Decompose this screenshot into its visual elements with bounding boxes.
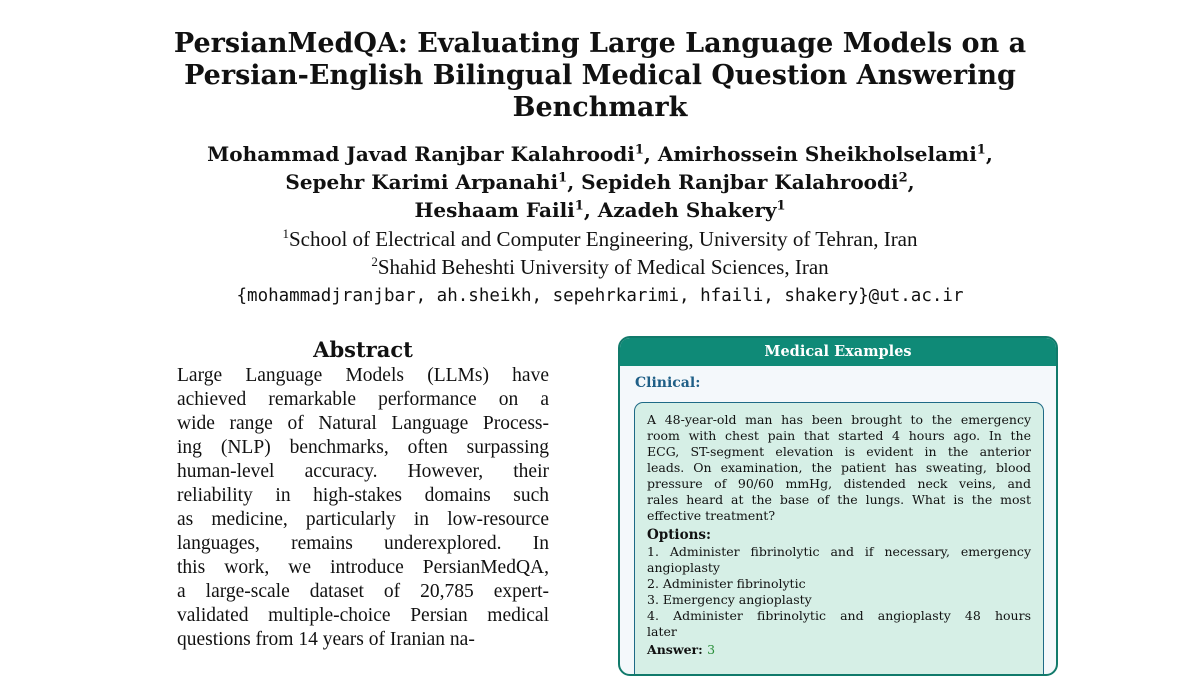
abstract-line: as medicine, particularly in low-resource	[177, 509, 549, 530]
abstract-line: achieved remarkable performance on a	[177, 389, 549, 410]
affiliation-mark: 2	[898, 170, 908, 186]
abstract-body	[177, 364, 549, 652]
author-emails: {mohammadjranjbar, ah.sheikh, sepehrkarimi, hfaili, shakery}@ut.ac.ir	[236, 286, 964, 306]
question-line: room with chest pain that started 4 hours ago. In the	[647, 428, 1031, 443]
abstract-line: Large Language Models (LLMs) have	[177, 365, 549, 386]
abstract-line: this work, we introduce PersianMedQA,	[177, 557, 549, 578]
affiliation-mark: 1	[558, 170, 568, 186]
title-line: PersianMedQA: Evaluating Large Language Models on a	[173, 28, 1027, 59]
title-line: Persian-English Bilingual Medical Question Answering	[184, 60, 1016, 91]
options-heading: Options:	[647, 527, 711, 543]
abstract-line: human-level accuracy. However, their	[177, 461, 549, 482]
paper-title	[150, 28, 1050, 124]
option-line: 3. Emergency angioplasty	[647, 592, 812, 607]
clinical-example-card	[634, 402, 1044, 676]
abstract-heading: Abstract	[313, 337, 413, 362]
option-line: later	[647, 624, 677, 639]
affiliation-mark: 1	[574, 198, 584, 214]
author-name: Sepehr Karimi Arpanahi	[285, 170, 559, 194]
affiliation-mark: 1	[776, 198, 786, 214]
abstract-line: languages, remains underexplored. In	[177, 533, 549, 554]
affiliation-mark: 1	[976, 142, 986, 158]
author-name: Amirhossein Sheikholselami	[657, 142, 977, 166]
question-line: rales heard at the base of the lungs. What is the most	[647, 492, 1031, 507]
affiliation-mark: 2	[371, 254, 378, 269]
medical-examples-header: Medical Examples	[620, 338, 1056, 366]
question-line: A 48-year-old man has been brought to the emergency	[647, 412, 1031, 427]
option-line: 1. Administer fibrinolytic and if necessary, emergency	[647, 544, 1031, 559]
author-name: Sepideh Ranjbar Kalahroodi	[581, 170, 899, 194]
answer-label: Answer:	[647, 642, 703, 657]
author-name: Mohammad Javad Ranjbar Kalahroodi	[207, 142, 635, 166]
abstract-line: questions from 14 years of Iranian na-	[177, 629, 475, 650]
author-name: Heshaam Faili	[414, 198, 575, 222]
abstract-line: validated multiple-choice Persian medical	[177, 605, 549, 626]
question-line: effective treatment?	[647, 508, 776, 523]
question-line: ECG, ST-segment elevation is evident in the anterior	[647, 444, 1031, 459]
medical-examples-box	[618, 336, 1058, 676]
abstract-line: reliability in high-stakes domains such	[177, 485, 549, 506]
abstract-line: ing (NLP) benchmarks, often surpassing	[177, 437, 549, 458]
author-list: Mohammad Javad Ranjbar Kalahroodi$^1$, Amirhossein Sheikholselami$^1$, Sepehr Karimi Arpanahi$^1$, Sepideh Ranjbar Kalahroodi$^2$, Heshaam Faili$^1$, Azadeh Shakery$^1$	[207, 142, 993, 222]
title-line: Benchmark	[512, 92, 688, 123]
affiliation-2	[150, 253, 1050, 281]
answer-value: 3	[707, 642, 716, 657]
option-line: 4. Administer fibrinolytic and angioplasty 48 hours	[647, 608, 1031, 623]
clinical-section-label: Clinical:	[635, 375, 701, 391]
affiliation-text: Shahid Beheshti University of Medical Sciences, Iran	[377, 255, 829, 279]
option-line: 2. Administer fibrinolytic	[647, 576, 806, 591]
affiliation-mark: 1	[282, 226, 289, 241]
question-line: leads. On examination, the patient has sweating, blood	[647, 460, 1031, 475]
option-line: angioplasty	[647, 560, 720, 575]
abstract-line: wide range of Natural Language Process-	[177, 413, 549, 434]
affiliation-1	[150, 225, 1050, 253]
affiliation-mark: 1	[634, 142, 644, 158]
answer-row	[647, 642, 1031, 658]
question-line: pressure of 90/60 mmHg, distended neck veins, and	[647, 476, 1031, 491]
abstract-line: a large-scale dataset of 20,785 expert-	[177, 581, 549, 602]
author-name: Azadeh Shakery	[597, 198, 777, 222]
affiliation-text: School of Electrical and Computer Engineering, University of Tehran, Iran	[288, 227, 918, 251]
